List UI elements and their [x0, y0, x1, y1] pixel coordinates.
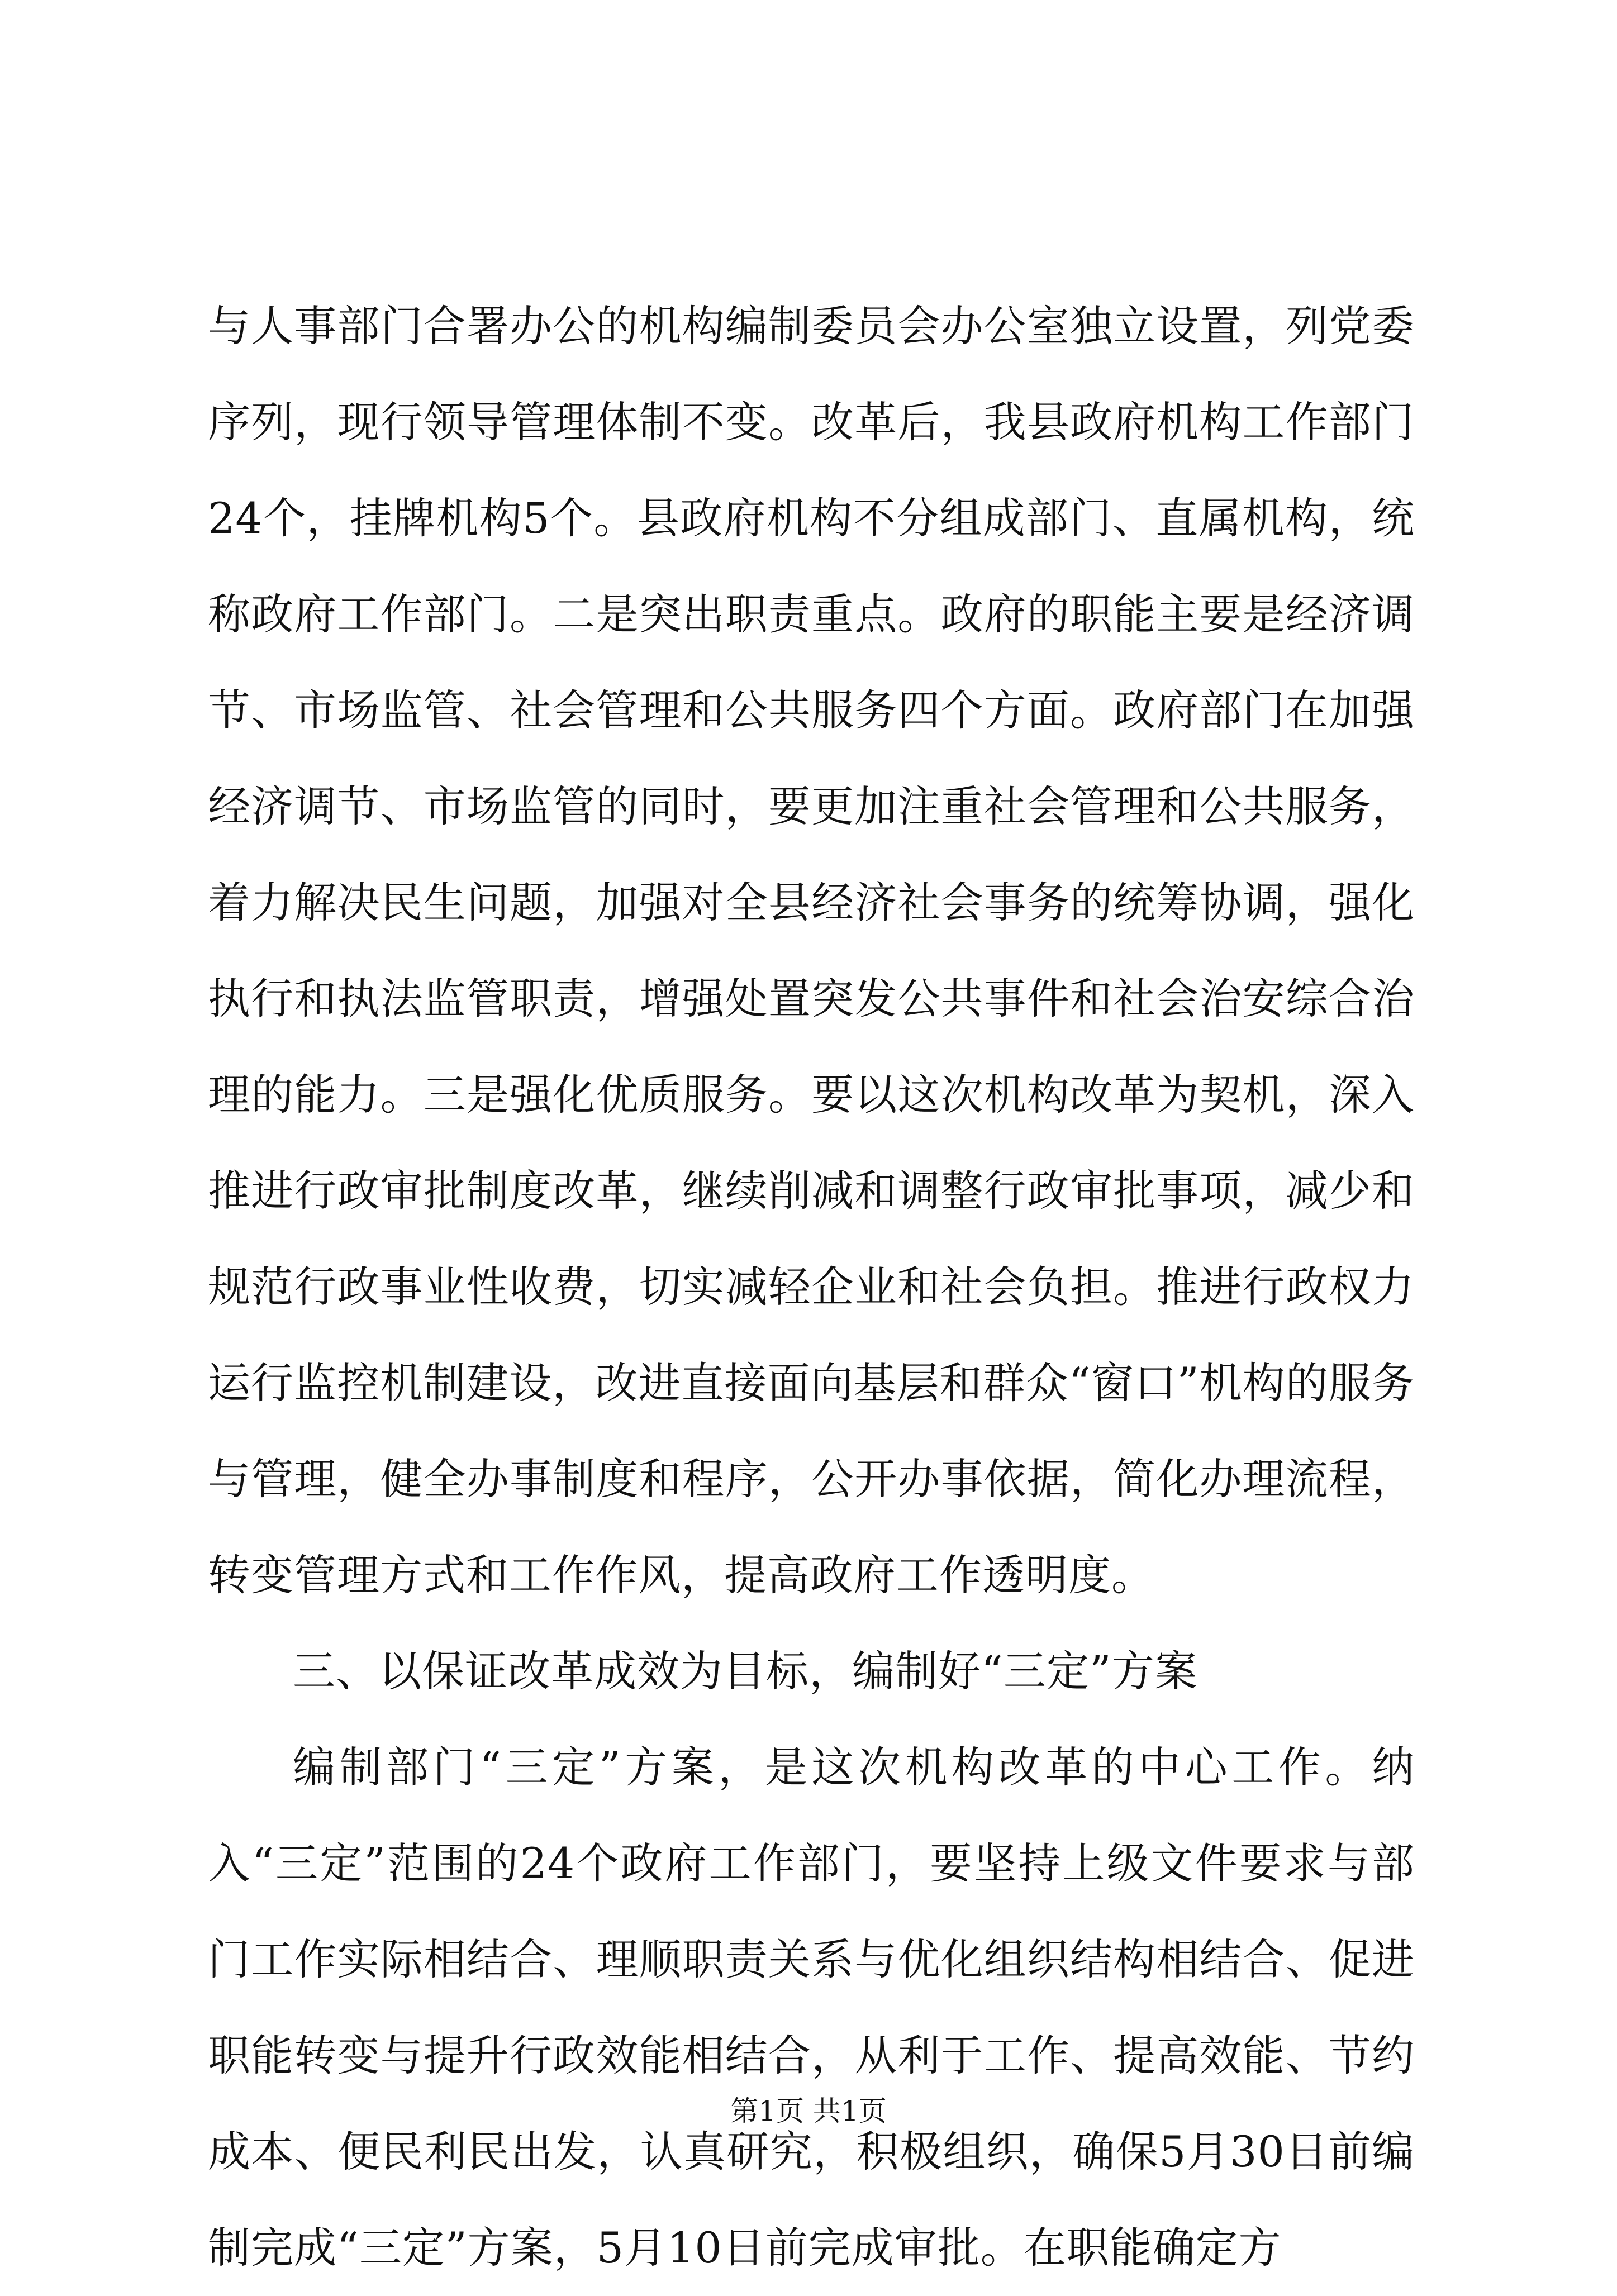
section-heading-3: 三、以保证改革成效为目标，编制好“三定”方案	[293, 1646, 1198, 1696]
body-text	[208, 278, 1415, 2296]
page-footer: 第1页 共1页	[730, 2095, 887, 2127]
paragraph-1: 与人事部门合署办公的机构编制委员会办公室独立设置，列党委序列，现行领导管理体制不变。改革后，我县政府机构工作部门24个，挂牌机构5个。县政府机构不分组成部门、直属机构，统称政府工作部门。二是突出职责重点。政府的职能主要是经济调节、市场监管、社会管理和公共服务四个方面。政府部门在加强经济调节、市场监管的同时，要更加注重社会管理和公共服务，着力解决民生问题，加强对全县经济社会事务的统筹协调，强化执行和执法监管职责，增强处置突发公共事件和社会治安综合治理的能力。三是强化优质服务。要以这次机构改革为契机，深入推进行政审批制度改革，继续削减和调整行政审批事项，减少和规范行政事业性收费，切实减轻企业和社会负担。推进行政权力运行监控机制建设，改进直接面向基层和群众“窗口”机构的服务与管理，健全办事制度和程序，公开办事依据，简化办理流程，转变管理方式和工作作风，提高政府工作透明度。	[208, 301, 1415, 1600]
paragraph-2: 编制部门“三定”方案，是这次机构改革的中心工作。纳入“三定”范围的24个政府工作部门，要坚持上级文件要求与部门工作实际相结合、理顺职责关系与优化组织结构相结合、促进职能转变与提升行政效能相结合，从利于工作、提高效能、节约成本、便民利民出发，认真研究，积极组织，确保5月30日前编制完成“三定”方案，5月10日前完成审批。在职能确定方	[208, 1742, 1415, 2273]
